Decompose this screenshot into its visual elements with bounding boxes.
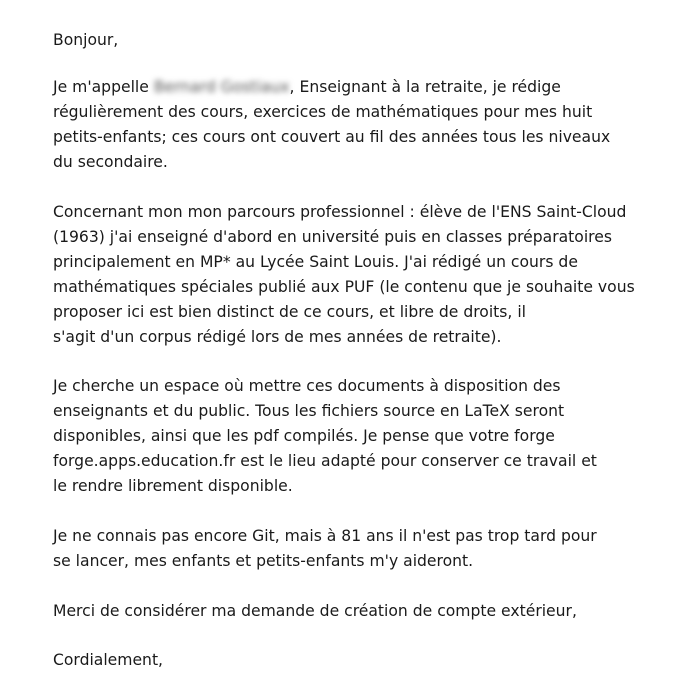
git-line-1: Je ne connais pas encore Git, mais à 81 ans il n'est pas trop tard pour [53, 527, 597, 545]
request-line-3: disponibles, ainsi que les pdf compilés. Je pense que votre forge [53, 427, 555, 445]
closing: Cordialement, [53, 651, 164, 669]
intro-suffix: Enseignant à la retraite, je rédige [299, 78, 561, 96]
intro-line-4: du secondaire. [53, 153, 168, 171]
intro-line-3: petits-enfants; ces cours ont couvert au fil des années tous les niveaux [53, 128, 611, 146]
career-line-4: mathématiques spéciales publié aux PUF (le contenu que je souhaite vous [53, 278, 635, 296]
git-line-2: se lancer, mes enfants et petits-enfants m'y aideront. [53, 552, 474, 570]
greeting: Bonjour, [53, 31, 119, 49]
career-line-2: (1963) j'ai enseigné d'abord en université puis en classes préparatoires [53, 228, 612, 246]
request-line-4: forge.apps.education.fr est le lieu adapté pour conserver ce travail et [53, 452, 597, 470]
request-line-5: le rendre librement disponible. [53, 477, 293, 495]
intro-line-2: régulièrement des cours, exercices de mathématiques pour mes huit [53, 103, 593, 121]
career-line-6: s'agit d'un corpus rédigé lors de mes années de retraite). [53, 328, 502, 346]
request-line-1: Je cherche un espace où mettre ces documents à disposition des [53, 377, 561, 395]
request-line-2: enseignants et du public. Tous les fichiers source en LaTeX seront [53, 402, 565, 420]
career-line-3: principalement en MP* au Lycée Saint Louis. J'ai rédigé un cours de [53, 253, 578, 271]
thanks-line: Merci de considérer ma demande de création de compte extérieur, [53, 602, 577, 620]
redacted-name: Bernard Gostiaux [153, 78, 290, 96]
intro-comma: , [289, 78, 300, 96]
intro-prefix: Je m'appelle [53, 78, 149, 96]
career-line-5: proposer ici est bien distinct de ce cours, et libre de droits, il [53, 303, 526, 321]
intro-line-1 [53, 75, 561, 100]
career-line-1: Concernant mon mon parcours professionnel : élève de l'ENS Saint-Cloud [53, 203, 627, 221]
